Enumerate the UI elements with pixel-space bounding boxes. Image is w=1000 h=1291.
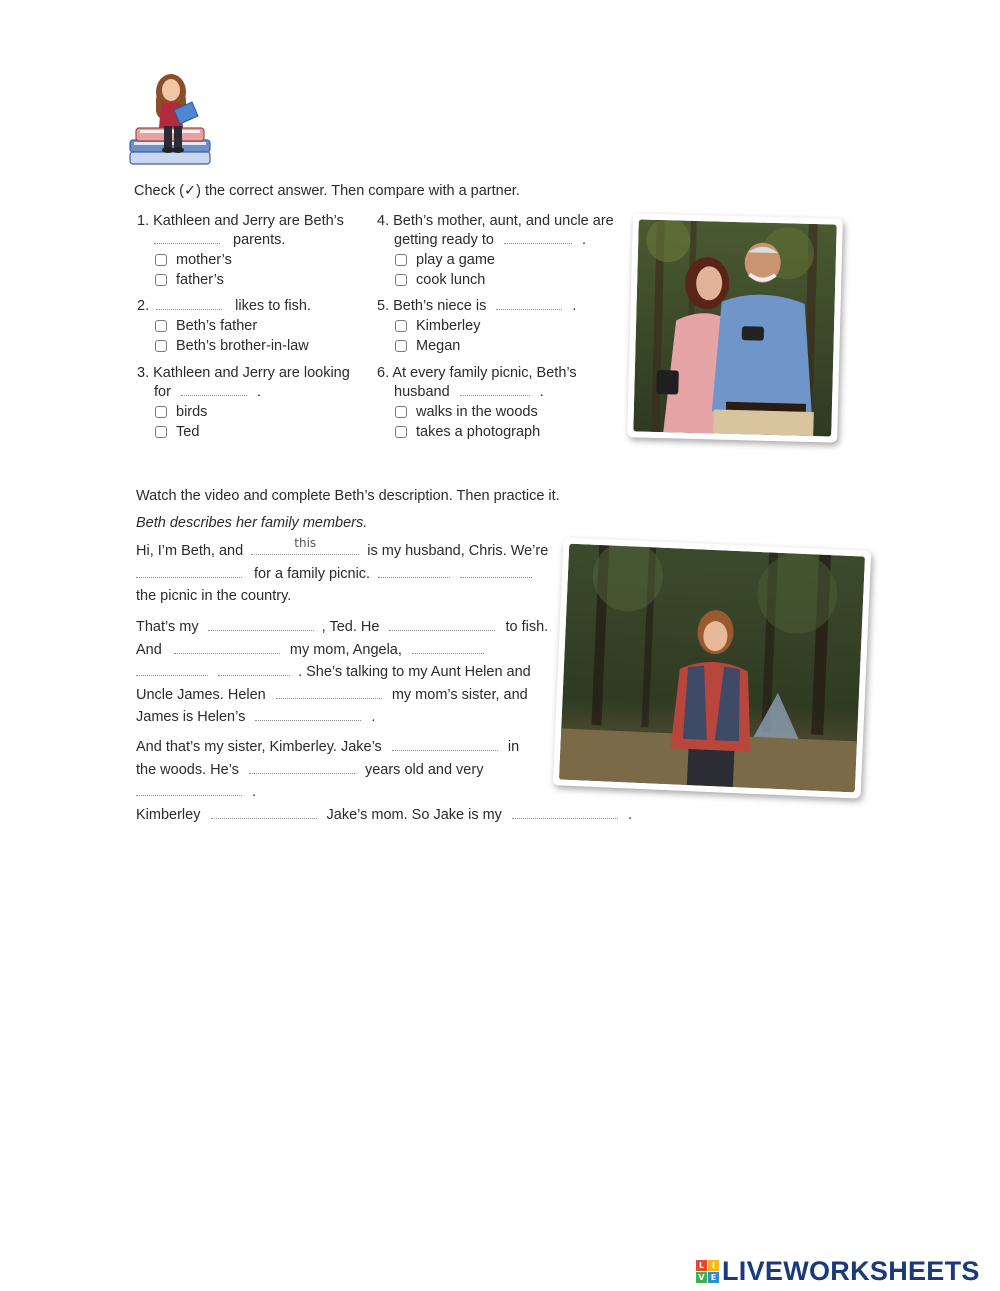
- question-3-text-2: for: [154, 384, 171, 400]
- p2-blank-3[interactable]: [174, 641, 280, 654]
- logo-tile: V: [696, 1272, 707, 1283]
- p2-text-7: Uncle James. Helen: [136, 686, 266, 703]
- question-3-period: .: [256, 384, 262, 400]
- p3-text-2: in: [507, 739, 520, 755]
- p1-blank-1[interactable]: [251, 542, 359, 555]
- p3-blank-5[interactable]: [512, 806, 618, 819]
- p2-blank-2[interactable]: [389, 618, 495, 631]
- checkbox[interactable]: [155, 274, 167, 286]
- question-4-text-2: getting ready to: [394, 232, 494, 248]
- question-6-option-1[interactable]: walks in the woods: [377, 402, 577, 422]
- question-6-option-2[interactable]: takes a photograph: [377, 422, 577, 442]
- logo-tile: I: [708, 1260, 719, 1271]
- checkbox[interactable]: [395, 254, 407, 266]
- p3-text-7: Jake’s mom. So Jake is my: [326, 806, 502, 823]
- p3-blank-2[interactable]: [249, 761, 355, 774]
- paragraph-2: [136, 616, 548, 729]
- p3-text-3: the woods. He’s: [136, 761, 239, 778]
- checkbox[interactable]: [155, 320, 167, 332]
- question-5-option-2[interactable]: Megan: [377, 336, 576, 356]
- checkbox[interactable]: [155, 426, 167, 438]
- question-6-text: 6. At every family picnic, Beth’s: [377, 365, 577, 381]
- p2-text-9: James is Helen’s: [136, 709, 246, 725]
- p2-text-8: my mom’s sister, and: [391, 686, 528, 703]
- question-3-text: 3. Kathleen and Jerry are looking: [137, 365, 350, 381]
- question-3-blank[interactable]: [181, 383, 247, 396]
- checkbox[interactable]: [395, 320, 407, 332]
- paragraph-1: [136, 540, 548, 608]
- video-instruction: Watch the video and complete Beth’s description. Then practice it.: [136, 488, 560, 504]
- p3-text-8: .: [628, 806, 633, 823]
- question-4-text: 4. Beth’s mother, aunt, and uncle are: [377, 213, 614, 229]
- p1-text-2: is my husband, Chris. We’re: [367, 543, 549, 559]
- question-4-option-1[interactable]: play a game: [377, 250, 614, 270]
- p2-text-3: to fish.: [505, 619, 549, 635]
- checkbox[interactable]: [395, 426, 407, 438]
- p2-blank-5[interactable]: [136, 663, 208, 676]
- question-3-option-1[interactable]: birds: [137, 402, 350, 422]
- question-3: [137, 364, 350, 442]
- p2-blank-4[interactable]: [412, 641, 484, 654]
- p2-text-6: . She’s talking to my Aunt Helen and: [298, 664, 531, 680]
- p1-text-3: for a family picnic.: [254, 565, 371, 582]
- question-2-text: likes to fish.: [235, 298, 311, 314]
- question-2: [137, 297, 311, 356]
- p2-text-1: That’s my: [136, 619, 199, 635]
- checkbox[interactable]: [395, 406, 407, 418]
- question-4-blank[interactable]: [504, 231, 572, 244]
- question-1-blank[interactable]: [154, 231, 220, 244]
- p2-blank-1[interactable]: [208, 618, 314, 631]
- p2-blank-7[interactable]: [276, 686, 382, 699]
- question-5-blank[interactable]: [496, 297, 562, 310]
- question-1-option-2[interactable]: father’s: [137, 270, 344, 290]
- question-4: [377, 212, 614, 290]
- p2-text-10: .: [371, 709, 376, 725]
- p1-blank-3[interactable]: [378, 565, 450, 578]
- checkbox[interactable]: [155, 254, 167, 266]
- question-1-option-1[interactable]: mother’s: [137, 250, 344, 270]
- p1-blank-1-input[interactable]: [251, 534, 359, 552]
- question-5-option-1[interactable]: Kimberley: [377, 316, 576, 336]
- beth-photo: [553, 537, 872, 798]
- p3-text-1: And that’s my sister, Kimberley. Jake’s: [136, 739, 382, 755]
- checkbox[interactable]: [395, 340, 407, 352]
- question-2-option-2[interactable]: Beth’s brother-in-law: [137, 336, 311, 356]
- question-6-blank[interactable]: [460, 383, 530, 396]
- checkbox[interactable]: [395, 274, 407, 286]
- logo-tiles-icon: [696, 1260, 719, 1283]
- question-3-option-2[interactable]: Ted: [137, 422, 350, 442]
- p3-text-6: Kimberley: [136, 806, 201, 823]
- p3-text-4: years old and very: [364, 761, 484, 778]
- logo-tile: L: [696, 1260, 707, 1271]
- question-6-text-2: husband: [394, 384, 450, 400]
- question-4-period: .: [582, 232, 587, 248]
- p1-text-1: Hi, I’m Beth, and: [136, 543, 244, 559]
- couple-photo: [627, 213, 843, 442]
- question-2-blank[interactable]: [156, 297, 222, 310]
- question-2-option-1[interactable]: Beth’s father: [137, 316, 311, 336]
- liveworksheets-logo[interactable]: [696, 1256, 980, 1287]
- question-1-text-2: parents.: [233, 232, 286, 248]
- question-6: [377, 364, 577, 442]
- checkbox[interactable]: [155, 406, 167, 418]
- video-subtitle: Beth describes her family members.: [136, 515, 368, 531]
- logo-wordmark: LIVEWORKSHEETS: [722, 1256, 980, 1286]
- checkbox[interactable]: [155, 340, 167, 352]
- p3-blank-1[interactable]: [392, 738, 498, 751]
- p1-blank-4[interactable]: [460, 565, 532, 578]
- question-5-period: .: [572, 298, 577, 314]
- question-2-number: 2.: [137, 298, 150, 314]
- p1-blank-2[interactable]: [136, 565, 242, 578]
- question-6-period: .: [539, 384, 544, 400]
- logo-tile: E: [708, 1272, 719, 1283]
- p2-text-4: And: [136, 641, 162, 658]
- question-5: [377, 297, 576, 356]
- check-instruction: Check (✓) the correct answer. Then compare with a partner.: [134, 183, 520, 199]
- p2-text-5: my mom, Angela,: [289, 641, 402, 658]
- question-4-option-2[interactable]: cook lunch: [377, 270, 614, 290]
- reading-girl-avatar: [128, 70, 214, 170]
- p2-text-2: , Ted. He: [321, 619, 380, 635]
- p2-blank-8[interactable]: [255, 708, 361, 721]
- p3-blank-3[interactable]: [136, 783, 242, 796]
- p2-blank-6[interactable]: [218, 663, 290, 676]
- question-1: [137, 212, 344, 290]
- question-5-text: 5. Beth’s niece is: [377, 298, 487, 314]
- p1-text-4: the picnic in the country.: [136, 588, 292, 604]
- p3-text-5: .: [252, 784, 257, 800]
- question-1-text: 1. Kathleen and Jerry are Beth’s: [137, 213, 344, 229]
- p3-blank-4[interactable]: [211, 806, 317, 819]
